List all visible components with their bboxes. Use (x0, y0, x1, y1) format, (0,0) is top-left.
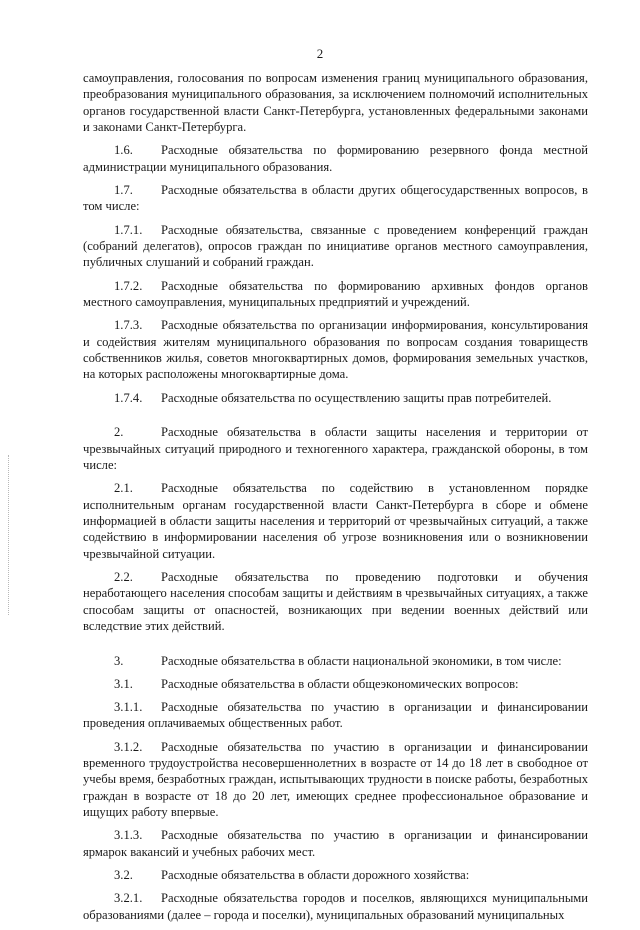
paragraph-3-1-1 (83, 699, 588, 732)
paragraph-number: 3.1.2. (114, 739, 143, 754)
paragraph-1-6 (83, 142, 588, 175)
paragraph-text: Расходные обязательства по формированию архивных фондов органов местного самоуправления, муниципальных предприятий и учреждений. (83, 278, 588, 310)
paragraph-text: Расходные обязательства в области дорожного хозяйства: (161, 868, 470, 883)
paragraph-number: 1.7.4. (114, 390, 143, 405)
paragraph-text: Расходные обязательства по формированию резервного фонда местной администрации муниципального образования. (83, 143, 588, 174)
section-3 (83, 653, 588, 669)
paragraph-number: 2.1. (114, 481, 133, 496)
paragraph-1-7-1 (83, 222, 588, 271)
paragraph-text: Расходные обязательства, связанные с проведением конференций граждан (собраний делегатов), опросов граждан по инициативе органов местного самоуправления, публичных слушаний и собраний граждан. (83, 222, 588, 270)
paragraph-1-7-2 (83, 278, 588, 311)
paragraph-text: Расходные обязательства по проведению подготовки и обучения неработающего населения способам защиты и действиям в чрезвычайных ситуациях, а также способам защиты от опасностей, возникающих при ведении военных действий или вследствие этих действий. (83, 569, 588, 634)
paragraph-1-7 (83, 182, 588, 215)
paragraph-number: 2.2. (114, 569, 133, 584)
paragraph-number: 3.1.3. (114, 828, 143, 843)
paragraph-text: Расходные обязательства в области других общегосударственных вопросов, в том числе: (83, 183, 588, 214)
paragraph-text: Расходные обязательства по осуществлению защиты прав потребителей. (161, 390, 552, 405)
paragraph-text: Расходные обязательства городов и поселков, являющихся муниципальными образованиями (далее – города и поселки), муниципальных образований муниципальных (83, 891, 588, 922)
paragraph-number: 1.7. (114, 183, 133, 198)
paragraph-3-1 (83, 676, 588, 692)
paragraph-3-1-2 (83, 739, 588, 821)
paragraph-2-2 (83, 569, 588, 635)
paragraph-number: 3.2.1. (114, 891, 143, 906)
paragraph-text: Расходные обязательства по участию в организации и финансировании временного трудоустройства несовершеннолетних в возрасте от 14 до 18 лет в свободное от учебы время, безработных граждан, испытывающих трудности в поиске работы, безработных граждан в возрасте от 18 до 20 лет, имеющих среднее профессиональное образование и ищущих работу впервые. (83, 739, 588, 820)
paragraph-2-1 (83, 480, 588, 562)
paragraph-text: Расходные обязательства по организации информирования, консультирования и содействия жителям муниципального образования по вопросам создания товариществ собственников жилья, советов многоквартирных домов, формирования земельных участков, на которых расположены многоквартирные дома. (83, 318, 588, 382)
paragraph-continuation (83, 70, 588, 136)
paragraph-number: 1.7.3. (114, 318, 143, 333)
paragraph-text: Расходные обязательства по участию в организации и финансировании ярмарок вакансий и учебных рабочих мест. (83, 828, 588, 859)
paragraph-number: 3. (114, 653, 124, 668)
page-number: 2 (316, 46, 324, 61)
paragraph-1-7-3 (83, 317, 588, 383)
paragraph-number: 1.6. (114, 143, 133, 158)
paragraph-text: Расходные обязательства по содействию в установленном порядке исполнительным органам государственной власти Санкт-Петербурга в сборе и обмене информацией в области защиты населения и территорий от чрезвычайных ситуаций, а также содействию в информировании населения об угрозе возникновения или о возникновении чрезвычайной ситуации. (83, 481, 588, 561)
paragraph-text: Расходные обязательства по участию в организации и финансировании проведения оплачиваемых общественных работ. (83, 699, 588, 731)
paragraph-3-2-1 (83, 890, 588, 923)
paragraph-text: Расходные обязательства в области национальной экономики, в том числе: (161, 653, 562, 668)
paragraph-3-1-3 (83, 827, 588, 860)
paragraph-text: Расходные обязательства в области защиты населения и территории от чрезвычайных ситуаций природного и техногенного характера, гражданской обороны, в том числе: (83, 425, 588, 472)
paragraph-1-7-4 (83, 390, 588, 406)
paragraph-number: 3.2. (114, 868, 133, 883)
paragraph-text: Расходные обязательства в области общеэкономических вопросов: (161, 676, 519, 691)
section-2 (83, 424, 588, 473)
paragraph-number: 1.7.2. (114, 278, 143, 293)
paragraph-number: 3.1. (114, 676, 133, 691)
paragraph-number: 1.7.1. (114, 222, 143, 237)
paragraph-3-2 (83, 867, 588, 883)
document-body (83, 70, 588, 930)
paragraph-number: 3.1.1. (114, 699, 143, 714)
paragraph-number: 2. (114, 425, 124, 440)
margin-binding-marks (8, 455, 13, 615)
paragraph-text: самоуправления, голосования по вопросам изменения границ муниципального образования, преобразования муниципального образования, за исключением полномочий исполнительных органов государственной власти Санкт-Петербурга, установленных федеральными законами и законами Санкт-Петербурга. (83, 71, 588, 135)
